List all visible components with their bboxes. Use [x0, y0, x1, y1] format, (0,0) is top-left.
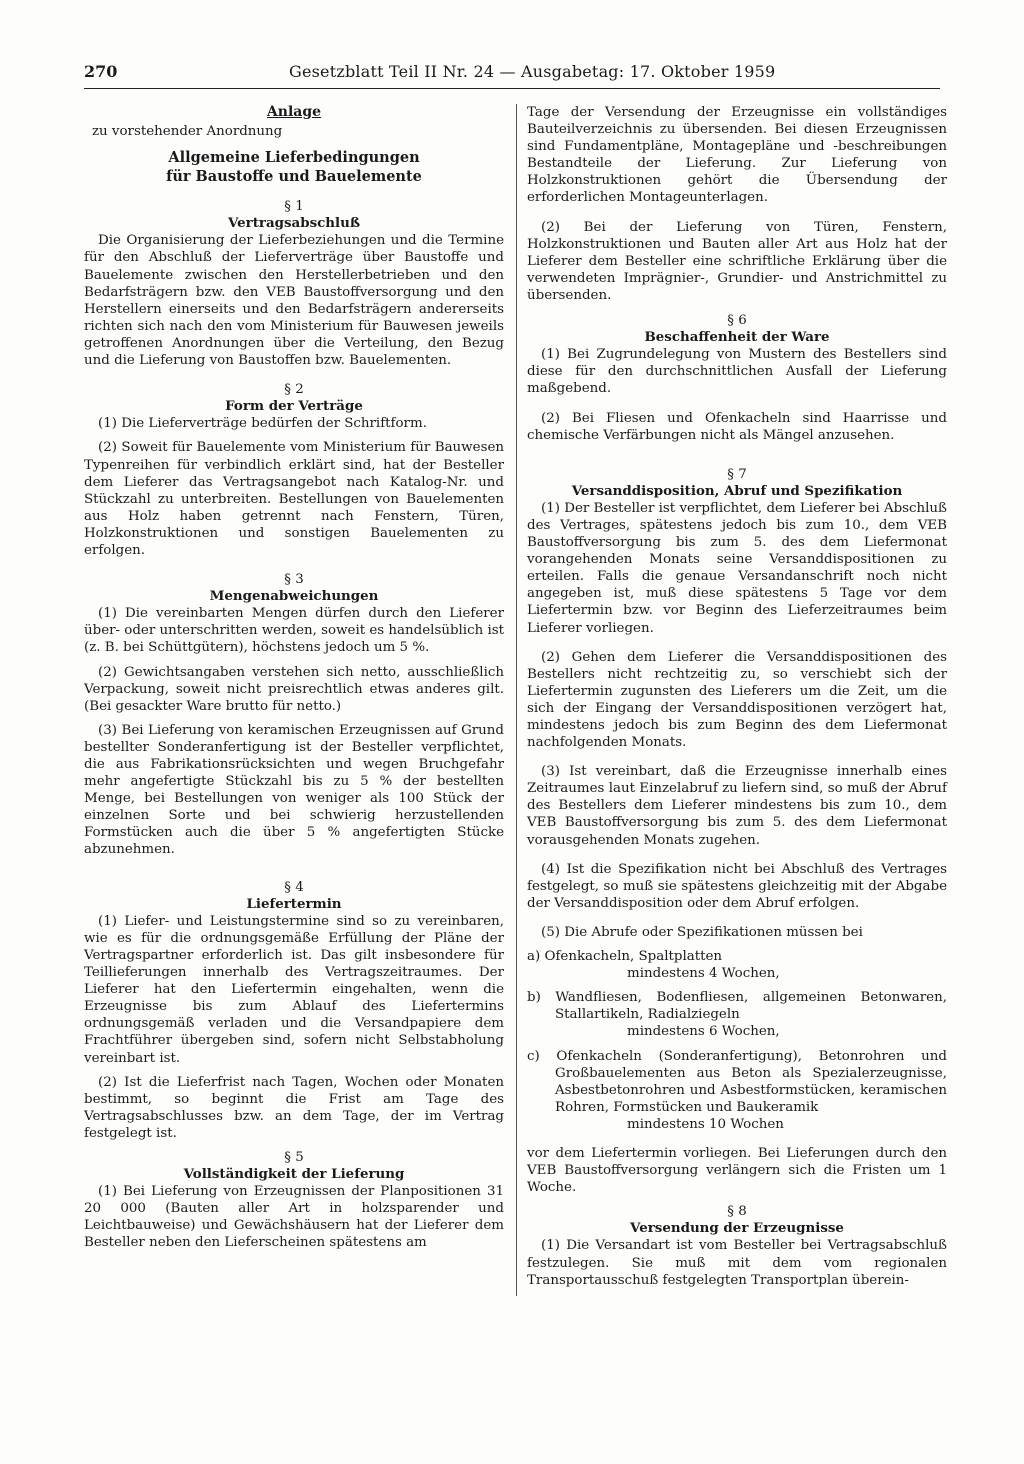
section-4-heading: Liefertermin [246, 895, 342, 912]
section-5-continuation: Tage der Versendung der Erzeugnisse ein vollständiges Bauteilverzeichnis zu übersenden. Bei diesen Erzeugnissen sind Fundamentpläne, Montagepläne und -beschreibungen Bestandteile der Lieferung. Zur Lieferung von Holzkonstruktionen gehört die Übersendung der erforderlichen Montageunterlagen. [527, 105, 947, 206]
section-2-paragraph-2: (2) Soweit für Bauelemente vom Ministerium für Bauwesen Typenreihen für verbindlich erklärt sind, hat der Besteller dem Lieferer das Vertragsangebot nach Katalog-Nr. und Stückzahl zu unterbreiten. Bestellungen von Bauelementen aus Holz haben getrennt nach Fenstern, Türen, Holzkonstruktionen und sonstigen Bauelementen zu erfolgen. [84, 440, 504, 558]
section-7-item-b: b) Wandfliesen, Bodenfliesen, allgemeinen Betonwaren, Stallartikeln, Radialziegeln [527, 990, 947, 1023]
section-4-paragraph-1: (1) Liefer- und Leistungstermine sind so zu vereinbaren, wie es für die ordnungsgemäße Erfüllung der Pläne der Vertragspartner erforderlich ist. Das gilt insbesondere für Teillieferungen innerhalb des Vertragszeitraumes. Der Lieferer hat den Liefertermin eingehalten, wenn die Erzeugnisse bis zum Ablauf des Liefertermins ordnungsgemäß verladen und die Versandpapiere dem Frachtführer übergeben sind, sofern nicht Selbstabholung vereinbart ist. [84, 913, 504, 1066]
left-column [84, 104, 504, 1252]
annex-subtitle: zu vorstehender Anordnung [92, 124, 283, 140]
section-7-paragraph-4: (4) Ist die Spezifikation nicht bei Abschluß des Vertrages festgelegt, so muß sie spätestens gleichzeitig mit der Abgabe der Versanddisposition oder dem Abruf erfolgen. [527, 861, 947, 911]
section-7-number: § 7 [727, 466, 747, 482]
section-7-item-a: a) Ofenkacheln, Spaltplatten [527, 949, 723, 965]
running-head: Gesetzblatt Teil II Nr. 24 — Ausgabetag: 17. Oktober 1959 [289, 62, 776, 81]
section-8-heading: Versendung der Erzeugnisse [630, 1220, 844, 1237]
section-3-heading: Mengenabweichungen [209, 588, 379, 605]
section-5-paragraph-2: (2) Bei der Lieferung von Türen, Fenstern, Holzkonstruktionen und Bauten aller Art aus Holz hat der Lieferer dem Besteller eine schriftliche Erklärung über die verwendeten Imprägnier-, Grundier- und Anstrichmittel zu übersenden. [527, 219, 947, 303]
section-7-paragraph-1: (1) Der Besteller ist verpflichtet, dem Lieferer bei Abschluß des Vertrages, spätestens jedoch bis zum 10., dem VEB Baustoffversorgung bis zum 5. des dem Liefermonat vorangehenden Monats seine Versanddispositionen zu erteilen. Falls die genaue Versandanschrift noch nicht angegeben ist, muß diese spätestens 5 Tage vor dem Liefertermin bzw. vor Beginn des Lieferzeitraumes beim Lieferer vorliegen. [527, 500, 947, 636]
page-header [84, 62, 940, 89]
section-3-paragraph-1: (1) Die vereinbarten Mengen dürfen durch den Lieferer über- oder unterschritten werden, soweit es handelsüblich ist (z. B. bei Schüttgütern), höchstens jedoch um 5 %. [84, 606, 504, 656]
section-2-number: § 2 [284, 382, 304, 398]
section-7-paragraph-5: (5) Die Abrufe oder Spezifikationen müssen bei [541, 924, 863, 940]
section-7-paragraph-2: (2) Gehen dem Lieferer die Versanddispositionen des Bestellers nicht rechtzeitig zu, so verschiebt sich der Liefertermin zugunsten des Lieferers um die Zeit, um die sich der Eingang der Versanddispositionen verzögert hat, mindestens jedoch bis zum Beginn des dem Liefermonat nachfolgenden Monats. [527, 649, 947, 751]
section-7-item-c: c) Ofenkacheln (Sonderanfertigung), Betonrohren und Großbauelementen aus Beton als Spezialerzeugnisse, Asbestbetonrohren und Asbestformstücken, keramischen Rohren, Formstücken und Baukeramik [527, 1048, 947, 1115]
section-5-number: § 5 [284, 1149, 304, 1165]
section-6-paragraph-1: (1) Bei Zugrundelegung von Mustern des Bestellers sind diese für den durchschnittlichen Ausfall der Lieferung maßgebend. [527, 347, 947, 397]
section-6-heading: Beschaffenheit der Ware [644, 329, 830, 346]
section-1-paragraph: Die Organisierung der Lieferbeziehungen und die Termine für den Abschluß der Lieferverträge über Baustoffe und Bauelemente zwischen den Herstellerbetrieben und den Bedarfsträgern bzw. den VEB Baustoffversorgung und den Herstellern einerseits und den Bedarfsträgern andererseits richten sich nach den vom Ministerium für Bauwesen jeweils getroffenen Anordnungen über die Verteilung, den Bezug und die Lieferung von Baustoffen bzw. Bauelementen. [84, 233, 504, 369]
section-7-item-c-period: mindestens 10 Wochen [627, 1116, 784, 1132]
section-4-paragraph-2: (2) Ist die Lieferfrist nach Tagen, Wochen oder Monaten bestimmt, so beginnt die Frist am Tage des Vertragsabschlusses bzw. an dem Tage, der im Vertrag festgelegt ist. [84, 1074, 504, 1141]
section-3-paragraph-2: (2) Gewichtsangaben verstehen sich netto, ausschließlich Verpackung, soweit nicht preisrechtlich etwas anderes gilt. (Bei gesackter Ware brutto für netto.) [84, 664, 504, 714]
section-7-item-b-period: mindestens 6 Wochen, [627, 1024, 780, 1040]
section-3-paragraph-3: (3) Bei Lieferung von keramischen Erzeugnissen auf Grund bestellter Sonderanfertigung ist der Besteller verpflichtet, die aus Fabrikationsrücksichten und wegen Bruchgefahr mehr angefertigte Stückzahl bis zu 5 % der bestellten Menge, bei Bestellungen von weniger als 100 Stück der einzelnen Sorte und bei schwierig herzustellenden Formstücken auch die über 5 % angefertigten Stücke abzunehmen. [84, 722, 504, 858]
doc-title-line1: Allgemeine Lieferbedingungen [168, 149, 420, 167]
section-2-paragraph-1: (1) Die Lieferverträge bedürfen der Schriftform. [98, 416, 427, 432]
section-4-number: § 4 [284, 879, 304, 895]
section-7-heading: Versanddisposition, Abruf und Spezifikation [571, 482, 903, 499]
column-divider [516, 104, 517, 1296]
doc-title-line2: für Baustoffe und Bauelemente [166, 168, 422, 186]
right-column [527, 104, 947, 1289]
section-1-heading: Vertragsabschluß [227, 215, 361, 232]
section-5-heading: Vollständigkeit der Lieferung [183, 1166, 405, 1183]
section-8-number: § 8 [727, 1204, 747, 1220]
section-7-item-a-period: mindestens 4 Wochen, [627, 966, 780, 982]
section-2-heading: Form der Verträge [225, 398, 363, 415]
section-7-closing: vor dem Liefertermin vorliegen. Bei Lieferungen durch den VEB Baustoffversorgung verlängern sich die Fristen um 1 Woche. [527, 1145, 947, 1196]
section-6-paragraph-2: (2) Bei Fliesen und Ofenkacheln sind Haarrisse und chemische Verfärbungen nicht als Mängel anzusehen. [527, 410, 947, 443]
section-1-number: § 1 [284, 199, 304, 215]
section-3-number: § 3 [284, 572, 304, 588]
section-6-number: § 6 [727, 313, 747, 329]
section-7-paragraph-3: (3) Ist vereinbart, daß die Erzeugnisse innerhalb eines Zeitraumes laut Einzelabruf zu liefern sind, so muß der Abruf des Bestellers dem Lieferer mindestens bis zum 10., dem VEB Baustoffversorgung bis zum 5. des dem Liefermonat vorausgehenden Monats zugehen. [527, 764, 947, 848]
section-8-paragraph-1: (1) Die Versandart ist vom Besteller bei Vertragsabschluß festzulegen. Sie muß mit dem vom regionalen Transportausschuß festgelegten Transportplan überein- [527, 1238, 947, 1288]
page-number: 270 [84, 62, 118, 81]
annex-label: Anlage [266, 104, 322, 120]
section-5-paragraph-1: (1) Bei Lieferung von Erzeugnissen der Planpositionen 31 20 000 (Bauten aller Art in holzsparender und Leichtbauweise) und Gewächshäusern hat der Lieferer dem Besteller neben den Lieferscheinen spätestens am [84, 1184, 504, 1251]
